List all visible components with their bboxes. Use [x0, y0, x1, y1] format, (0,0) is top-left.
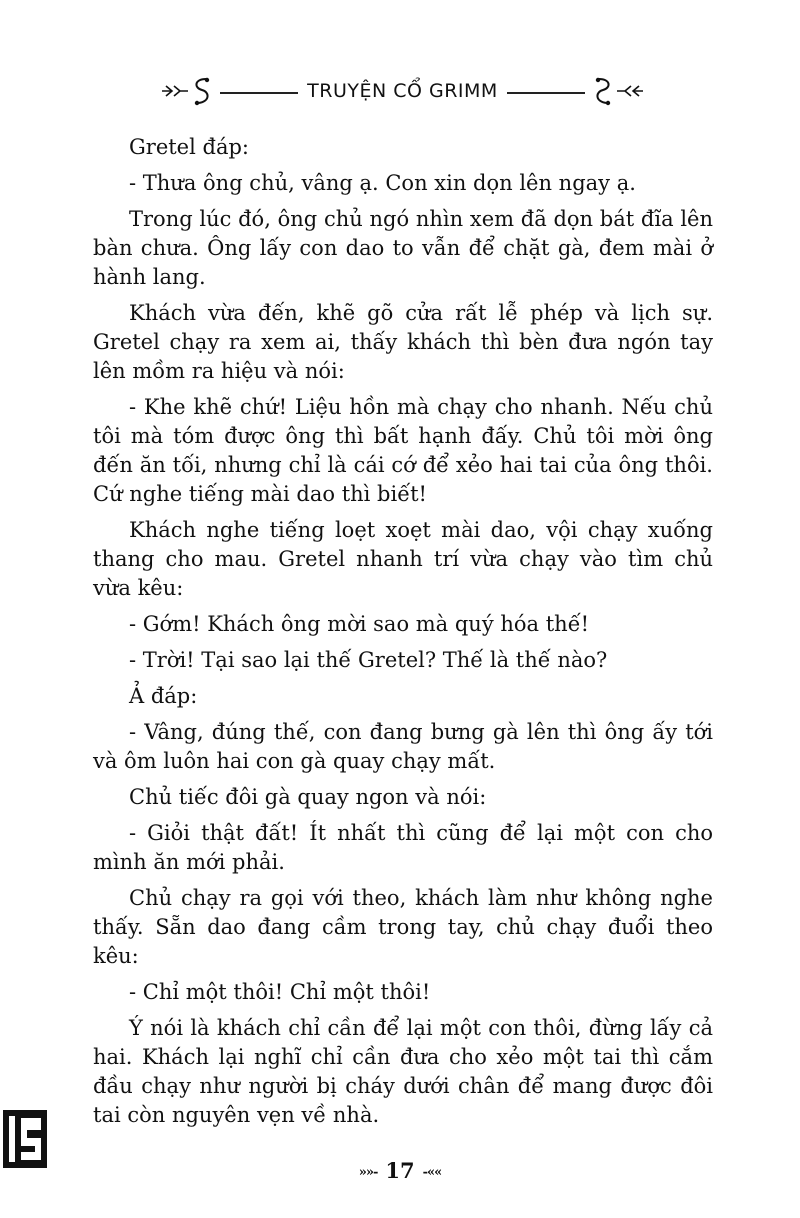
paragraph: Gretel đáp:: [129, 135, 249, 159]
paragraph: Ả đáp:: [129, 684, 198, 708]
paragraph: Chủ tiếc đôi gà quay ngon và nói:: [129, 785, 487, 809]
paragraph: - Vâng, đúng thế, con đang bưng gà lên thì ông ấy tới và ôm luôn hai con gà quay chạy mất.: [93, 720, 713, 773]
paragraph: Khách vừa đến, khẽ gõ cửa rất lễ phép và lịch sự. Gretel chạy ra xem ai, thấy khách thì bèn đưa ngón tay lên mồm ra hiệu và nói:: [93, 301, 713, 383]
paragraph: Chủ chạy ra gọi với theo, khách làm như không nghe thấy. Sẵn dao đang cầm trong tay, chủ chạy đuổi theo kêu:: [93, 886, 713, 968]
running-header: [160, 72, 645, 112]
footer-mark-left: »»-: [358, 1165, 378, 1180]
header-rule-right: [507, 92, 585, 94]
paragraph: - Gớm! Khách ông mời sao mà quý hóa thế!: [129, 612, 590, 636]
footer-mark-right: -««: [422, 1165, 442, 1180]
paragraph: Trong lúc đó, ông chủ ngó nhìn xem đã dọn bát đĩa lên bàn chưa. Ông lấy con dao to vẫn để chặt gà, đem mài ở hành lang.: [93, 207, 713, 289]
header-rule-left: [220, 92, 298, 94]
flourish-right-icon: [589, 74, 645, 108]
paragraph: Khách nghe tiếng loẹt xoẹt mài dao, vội chạy xuống thang cho mau. Gretel nhanh trí vừa chạy vào tìm chủ vừa kêu:: [93, 518, 713, 600]
story-text: [93, 133, 713, 1137]
paragraph: - Trời! Tại sao lại thế Gretel? Thế là thế nào?: [129, 648, 608, 672]
paragraph: - Chỉ một thôi! Chỉ một thôi!: [129, 980, 431, 1004]
paragraph: - Giỏi thật đất! Ít nhất thì cũng để lại một con cho mình ăn mới phải.: [93, 821, 713, 874]
flourish-left-icon: [160, 74, 216, 108]
page-footer: [340, 1158, 460, 1183]
paragraph: - Khe khẽ chứ! Liệu hồn mà chạy cho nhanh. Nếu chủ tôi mà tóm được ông thì bất hạnh đấy. Chủ tôi mời ông đến ăn tối, nhưng chỉ là cái cớ để xẻo hai tai của ông thôi. Cứ nghe tiếng mài dao thì biết!: [93, 395, 713, 506]
publisher-mark-icon: [1, 1108, 51, 1170]
paragraph: Ý nói là khách chỉ cần để lại một con thôi, đừng lấy cả hai. Khách lại nghĩ chỉ cần đưa cho xẻo một tai thì cắm đầu chạy như người bị cháy dưới chân để mang được đôi tai còn nguyên vẹn về nhà.: [93, 1016, 713, 1127]
page-title: TRUYỆN CỔ GRIMM: [307, 80, 498, 102]
page-number: 17: [385, 1158, 415, 1183]
paragraph: - Thưa ông chủ, vâng ạ. Con xin dọn lên ngay ạ.: [129, 171, 636, 195]
